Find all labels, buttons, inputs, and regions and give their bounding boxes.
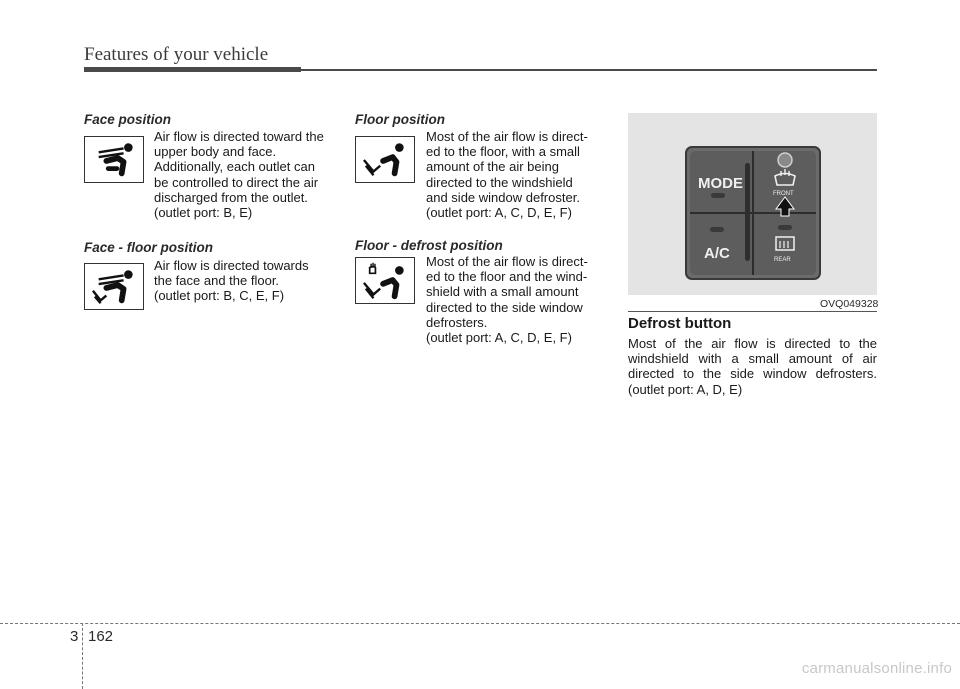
floor-defrost-desc-line: (outlet port: A, C, D, E, F) [426, 330, 572, 346]
footer-vertical-divider [82, 623, 83, 689]
floor-desc-line: Most of the air flow is direct- [426, 129, 588, 144]
page-header-title: Features of your vehicle [84, 44, 269, 65]
face-desc-line: (outlet port: B, E) [154, 205, 253, 221]
mode-button-label: MODE [698, 175, 743, 192]
face-floor-desc-line: the face and the floor. [154, 273, 280, 289]
face-desc-line: discharged from the outlet. [154, 189, 308, 205]
face-position-description [154, 129, 333, 220]
face-floor-desc-line: (outlet port: B, C, E, F) [154, 288, 285, 304]
defrost-button-description: Most of the air flow is directed to the windshield with a small amount of air directed to the side window defrosters. (outlet port: A, D, E) [628, 336, 877, 397]
face-desc-line: Air flow is directed toward the [154, 129, 324, 144]
rear-defrost-label: REAR [774, 257, 791, 263]
face-floor-desc-line: Air flow is directed towards [154, 258, 309, 273]
face-desc-line: Additionally, each outlet can [154, 159, 315, 175]
floor-defrost-desc-line: defrosters. [426, 314, 488, 330]
floor-position-description [426, 129, 604, 220]
photo-caption: OVQ049328 [820, 298, 879, 310]
floor-desc-line: ed to the floor, with a small [426, 144, 580, 160]
header-divider-thick [84, 67, 301, 72]
chapter-number: 3 [70, 628, 79, 645]
floor-defrost-desc-line: ed to the floor and the wind- [426, 269, 588, 285]
face-position-title: Face position [84, 112, 172, 127]
header-divider-thin [301, 69, 877, 71]
floor-position-title: Floor position [355, 112, 445, 127]
floor-desc-line: and side window defroster. [426, 189, 580, 205]
floor-defrost-desc-line: shield with a small amount [426, 284, 579, 300]
climate-control-panel-photo [628, 113, 877, 295]
defrost-button-title: Defrost button [628, 315, 732, 332]
face-position-icon [84, 136, 144, 183]
footer-divider [0, 623, 960, 624]
face-desc-line: upper body and face. [154, 144, 277, 160]
floor-defrost-desc-line: Most of the air flow is direct- [426, 254, 588, 269]
photo-caption-rule [628, 311, 877, 312]
page-number: 162 [88, 628, 114, 645]
floor-defrost-desc-line: directed to the side window [426, 299, 583, 315]
face-floor-position-title: Face - floor position [84, 240, 214, 255]
watermark: carmanualsonline.info [801, 660, 952, 677]
ac-button-label: A/C [704, 245, 730, 262]
face-floor-position-description [154, 258, 333, 304]
floor-defrost-position-description [426, 254, 604, 345]
floor-defrost-position-icon [355, 257, 415, 304]
floor-defrost-position-title: Floor - defrost position [355, 238, 503, 253]
floor-desc-line: directed to the windshield [426, 174, 573, 190]
front-defrost-label: FRONT [773, 191, 794, 197]
face-desc-line: be controlled to direct the air [154, 174, 319, 190]
floor-desc-line: (outlet port: A, C, D, E, F) [426, 205, 572, 221]
floor-position-icon [355, 136, 415, 183]
face-floor-position-icon [84, 263, 144, 310]
floor-desc-line: amount of the air being [426, 159, 559, 175]
